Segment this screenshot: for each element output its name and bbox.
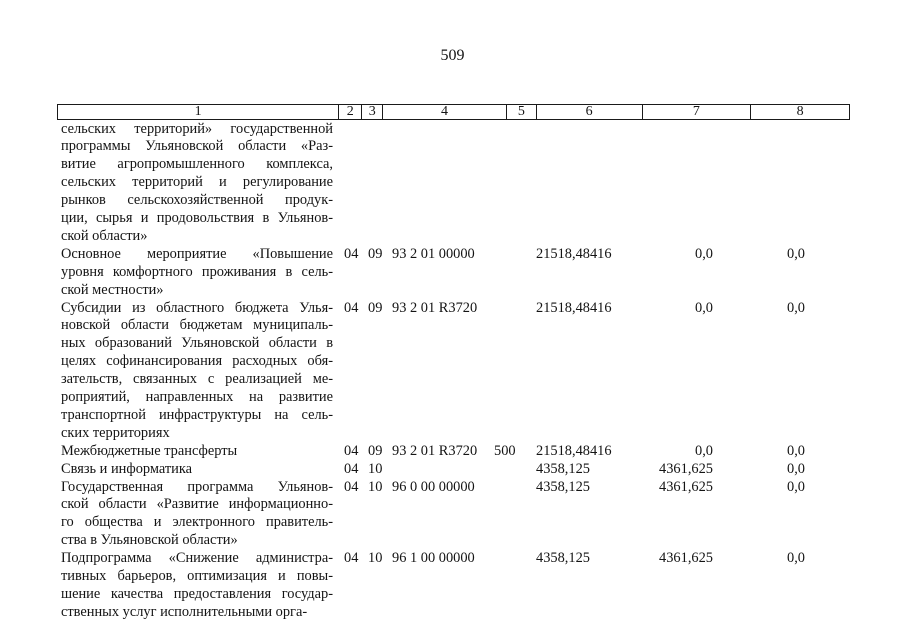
amount-column-7: 0,0 — [695, 299, 713, 316]
amount-column-7: 0,0 — [695, 442, 713, 459]
row-description — [61, 479, 333, 551]
description-line: Подпрограмма «Снижение администра- — [61, 550, 333, 567]
header-cell-8: 8 — [796, 104, 804, 119]
row-description — [61, 550, 333, 622]
header-cell-4: 4 — [383, 105, 507, 119]
section-code: 04 — [344, 245, 359, 262]
description-line: роприятий, направленных на развитие — [61, 389, 333, 406]
subsection-code: 09 — [368, 245, 383, 262]
description-line: ских территориях — [61, 424, 170, 441]
amount-column-6: 21518,48416 — [536, 245, 612, 262]
description-line: ской местности» — [61, 281, 164, 298]
amount-column-6: 4358,125 — [536, 550, 590, 567]
header-cell-1: 1 — [58, 105, 339, 119]
description-line: витие агропромышленного комплекса, — [61, 156, 333, 173]
amount-column-7: 4361,625 — [659, 460, 713, 477]
row-description — [61, 300, 333, 443]
header-cell-2: 2 — [339, 105, 362, 119]
row-description — [61, 121, 333, 246]
description-line: го общества и электронного правитель- — [61, 514, 333, 531]
amount-column-8: 0,0 — [787, 478, 805, 495]
amount-column-6: 21518,48416 — [536, 442, 612, 459]
subsection-code: 09 — [368, 442, 383, 459]
description-line: ской области «Развитие информационно- — [61, 496, 333, 513]
description-line: ства в Ульяновской области» — [61, 532, 238, 549]
row-description — [61, 246, 333, 300]
header-cell-3: 3 — [362, 105, 383, 119]
expense-type-code: 500 — [494, 442, 516, 459]
description-line: Связь и информатика — [61, 460, 193, 477]
amount-column-8: 0,0 — [787, 460, 805, 477]
description-line: ской области» — [61, 227, 148, 244]
description-line: целях софинансирования расходных обя- — [61, 353, 333, 370]
amount-column-6: 4358,125 — [536, 478, 590, 495]
target-article-code: 96 0 00 00000 — [392, 478, 475, 495]
section-code: 04 — [344, 442, 359, 459]
description-line: ции, сырья и продовольствия в Ульянов- — [61, 210, 333, 227]
amount-column-8: 0,0 — [787, 442, 805, 459]
description-line: уровня комфортного проживания в сель- — [61, 263, 333, 280]
subsection-code: 10 — [368, 478, 383, 495]
amount-column-7: 4361,625 — [659, 550, 713, 567]
row-description — [61, 443, 333, 461]
section-code: 04 — [344, 299, 359, 316]
header-cell-7: 7 — [643, 105, 752, 119]
header-cell-6: 6 — [537, 105, 643, 119]
section-code: 04 — [344, 460, 359, 477]
description-line: новской области бюджетам муниципаль- — [61, 317, 333, 334]
target-article-code: 93 2 01 00000 — [392, 245, 475, 262]
subsection-code: 10 — [368, 550, 383, 567]
description-line: Государственная программа Ульянов- — [61, 478, 333, 495]
description-line: Межбюджетные трансферты — [61, 442, 238, 459]
amount-column-7: 4361,625 — [659, 478, 713, 495]
description-line: тивных барьеров, оптимизация и повы- — [61, 568, 333, 584]
row-description — [61, 461, 333, 479]
description-line: Субсидии из областного бюджета Улья- — [61, 299, 333, 316]
target-article-code: 93 2 01 R3720 — [392, 299, 478, 316]
amount-column-6: 4358,125 — [536, 460, 590, 477]
subsection-code: 09 — [368, 299, 383, 316]
description-line: ственных услуг исполнительными орга- — [61, 603, 308, 620]
description-line: ных образований Ульяновской области в — [61, 335, 333, 352]
description-line: Основное мероприятие «Повышение — [61, 245, 333, 262]
page-number: 509 — [440, 47, 465, 64]
subsection-code: 10 — [368, 460, 383, 477]
description-line: сельских территорий и регулирование — [61, 174, 333, 191]
amount-column-8: 0,0 — [787, 245, 805, 262]
description-line: зательств, связанных с реализацией ме- — [61, 371, 333, 388]
target-article-code: 96 1 00 00000 — [392, 550, 475, 567]
description-line: транспортной инфраструктуры на сель- — [61, 406, 333, 423]
description-line: сельских территорий» государственной — [61, 120, 333, 137]
header-cell-5: 5 — [507, 105, 537, 119]
section-code: 04 — [344, 478, 359, 495]
amount-column-8: 0,0 — [787, 299, 805, 316]
amount-column-8: 0,0 — [787, 550, 805, 567]
target-article-code: 93 2 01 R3720 — [392, 442, 478, 459]
description-line: рынков сельскохозяйственной продук- — [61, 192, 333, 209]
description-line: шение качества предоставления государ- — [61, 585, 333, 602]
section-code: 04 — [344, 550, 359, 567]
amount-column-6: 21518,48416 — [536, 299, 612, 316]
description-line: программы Ульяновской области «Раз- — [61, 138, 333, 155]
amount-column-7: 0,0 — [695, 245, 713, 262]
